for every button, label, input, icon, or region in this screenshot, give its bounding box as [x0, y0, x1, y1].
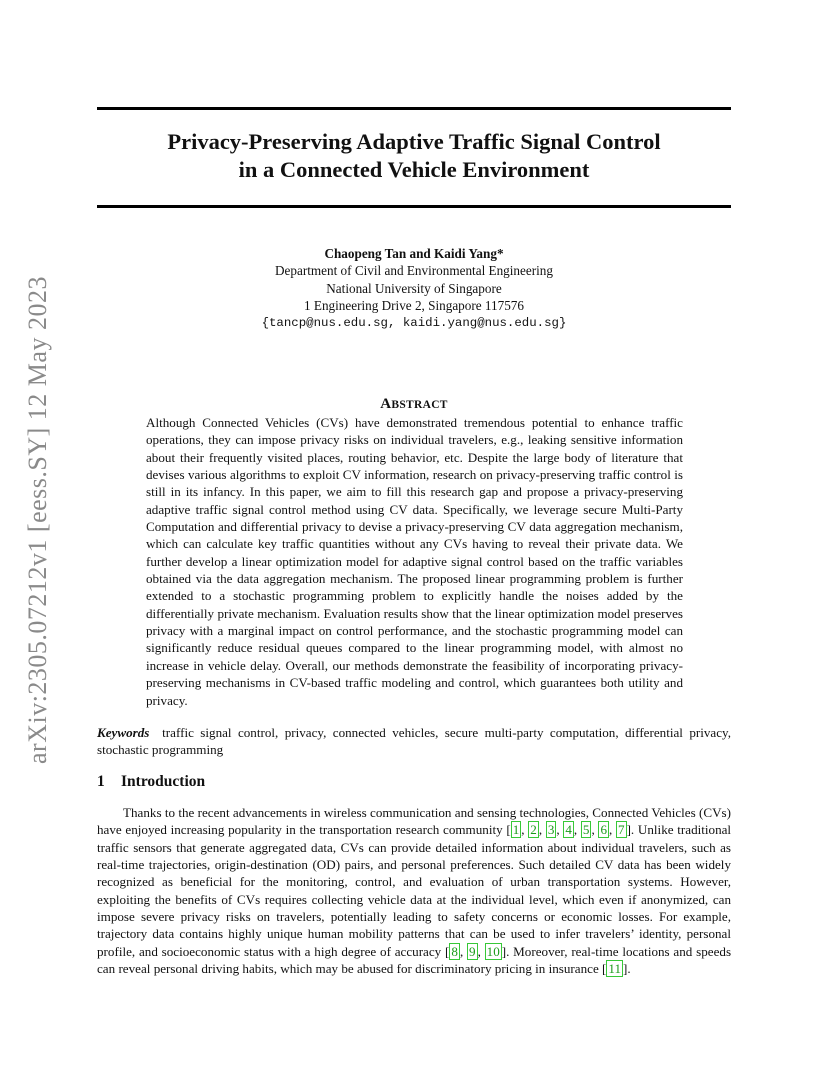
citation-link[interactable]: 10	[486, 943, 500, 959]
intro-text-3: ]. Moreover, real-time locations and speeds can reveal personal driving habits, which may be abused for discriminatory pricing in insurance [	[97, 943, 732, 977]
abstract-heading-rest: BSTRACT	[391, 399, 448, 411]
author-address: 1 Engineering Drive 2, Singapore 117576	[304, 298, 524, 314]
arxiv-identifier: arXiv:2305.07212v1 [eess.SY] 12 May 2023	[23, 276, 52, 764]
intro-text-2: ]. Unlike traditional traffic sensors that generate aggregated data, CVs can provide detailed information about individual travelers, such as real-time trajectories, origin-destination (OD) pairs, and personal preferences. Such detailed CV data has been widely recognized as beneficial for the monitoring, control, and evaluation of urban transportation systems. However, exploiting the benefits of CVs requires collecting vehicle data at the individual level, which even if anonymized, can impose severe privacy risks on travelers, potentially leading to safety concerns or economic losses. For example, trajectory data contains highly unique human mobility patterns that can be used to infer travelers’ identity, personal profile, and socioeconomic status with a high degree of accuracy [	[97, 822, 732, 959]
keywords	[97, 724, 731, 759]
title-bottom-rule	[97, 205, 731, 208]
citation-group-2: 8 , 9 , 10	[451, 943, 500, 959]
intro-text-4: ].	[623, 961, 631, 977]
citation-link[interactable]: 11	[608, 961, 622, 977]
abstract-heading-initial: A	[380, 396, 392, 412]
citation-link[interactable]: 8	[451, 943, 458, 959]
keywords-text: traffic signal control, privacy, connected vehicles, secure multi-party computation, differential privacy, stochastic programming	[97, 725, 732, 758]
citation-link[interactable]: 5	[582, 822, 590, 838]
author-department: Department of Civil and Environmental Engineering	[275, 263, 553, 279]
citation-link[interactable]: 6	[600, 822, 608, 838]
title-top-rule	[97, 107, 731, 110]
citation-link[interactable]: 4	[565, 822, 572, 838]
title-line-2: in a Connected Vehicle Environment	[238, 157, 590, 182]
citation-link[interactable]: 3	[547, 822, 555, 838]
abstract-text: Although Connected Vehicles (CVs) have demonstrated tremendous potential to enhance traffic operations, they can impose privacy risks on individual travelers, e.g., leaking sensitive information about their frequently visited places, routing behavior, etc. Despite the large body of literature that devises various algorithms to exploit CV information, research on privacy-preserving traffic control is still in its infancy. In this paper, we aim to fill this research gap and propose a privacy-preserving adaptive traffic signal control method using CV data. Specifically, we leverage secure Multi-Party Computation and differential privacy to devise a privacy-preserving CV data aggregation mechanism, which can calculate key traffic quantities without any CVs having to reveal their private data. We further develop a linear optimization model for adaptive signal control based on the traffic variables obtained via the data aggregation mechanism. The proposed linear programming problem is further extended to a stochastic programming problem to explicitly handle the noises added by the differentially private mechanism. Evaluation results show that the linear optimization model preserves privacy with a marginal impact on control performance, and the stochastic programming model can significantly reduce residual queues compared to the linear programming model, with almost no increase in vehicle delay. Overall, our methods demonstrate the feasibility of incorporating privacy-preserving mechanisms in CV-based traffic modeling and control, which guarantees both utility and privacy.	[146, 415, 683, 708]
citation-link[interactable]: 2	[530, 822, 537, 838]
intro-text-1: Thanks to the recent advancements in wireless communication and sensing technologies, Connected Vehicles (CVs) have enjoyed increasing popularity in the transportation research community [	[97, 805, 731, 838]
citation-link[interactable]: 7	[618, 822, 625, 838]
citation-group-1: 1 , 2 , 3 , 4 , 5 , 6 , 7	[512, 822, 625, 838]
section-heading	[97, 773, 205, 791]
keywords-label: Keywords	[97, 725, 150, 740]
citation-link[interactable]: 1	[512, 822, 520, 838]
author-email: {tancp@nus.edu.sg, kaidi.yang@nus.edu.sg}	[261, 315, 567, 330]
title-line-1: Privacy-Preserving Adaptive Traffic Signal Control	[167, 129, 661, 154]
author-names: Chaopeng Tan and Kaidi Yang*	[324, 246, 504, 261]
author-block	[97, 245, 731, 332]
abstract-heading	[97, 396, 731, 413]
citation-link[interactable]: 9	[469, 943, 476, 959]
section-title: Introduction	[121, 773, 206, 790]
author-university: National University of Singapore	[326, 280, 502, 296]
paper-title	[97, 128, 731, 184]
section-number: 1	[97, 773, 105, 790]
intro-paragraph	[97, 804, 731, 977]
